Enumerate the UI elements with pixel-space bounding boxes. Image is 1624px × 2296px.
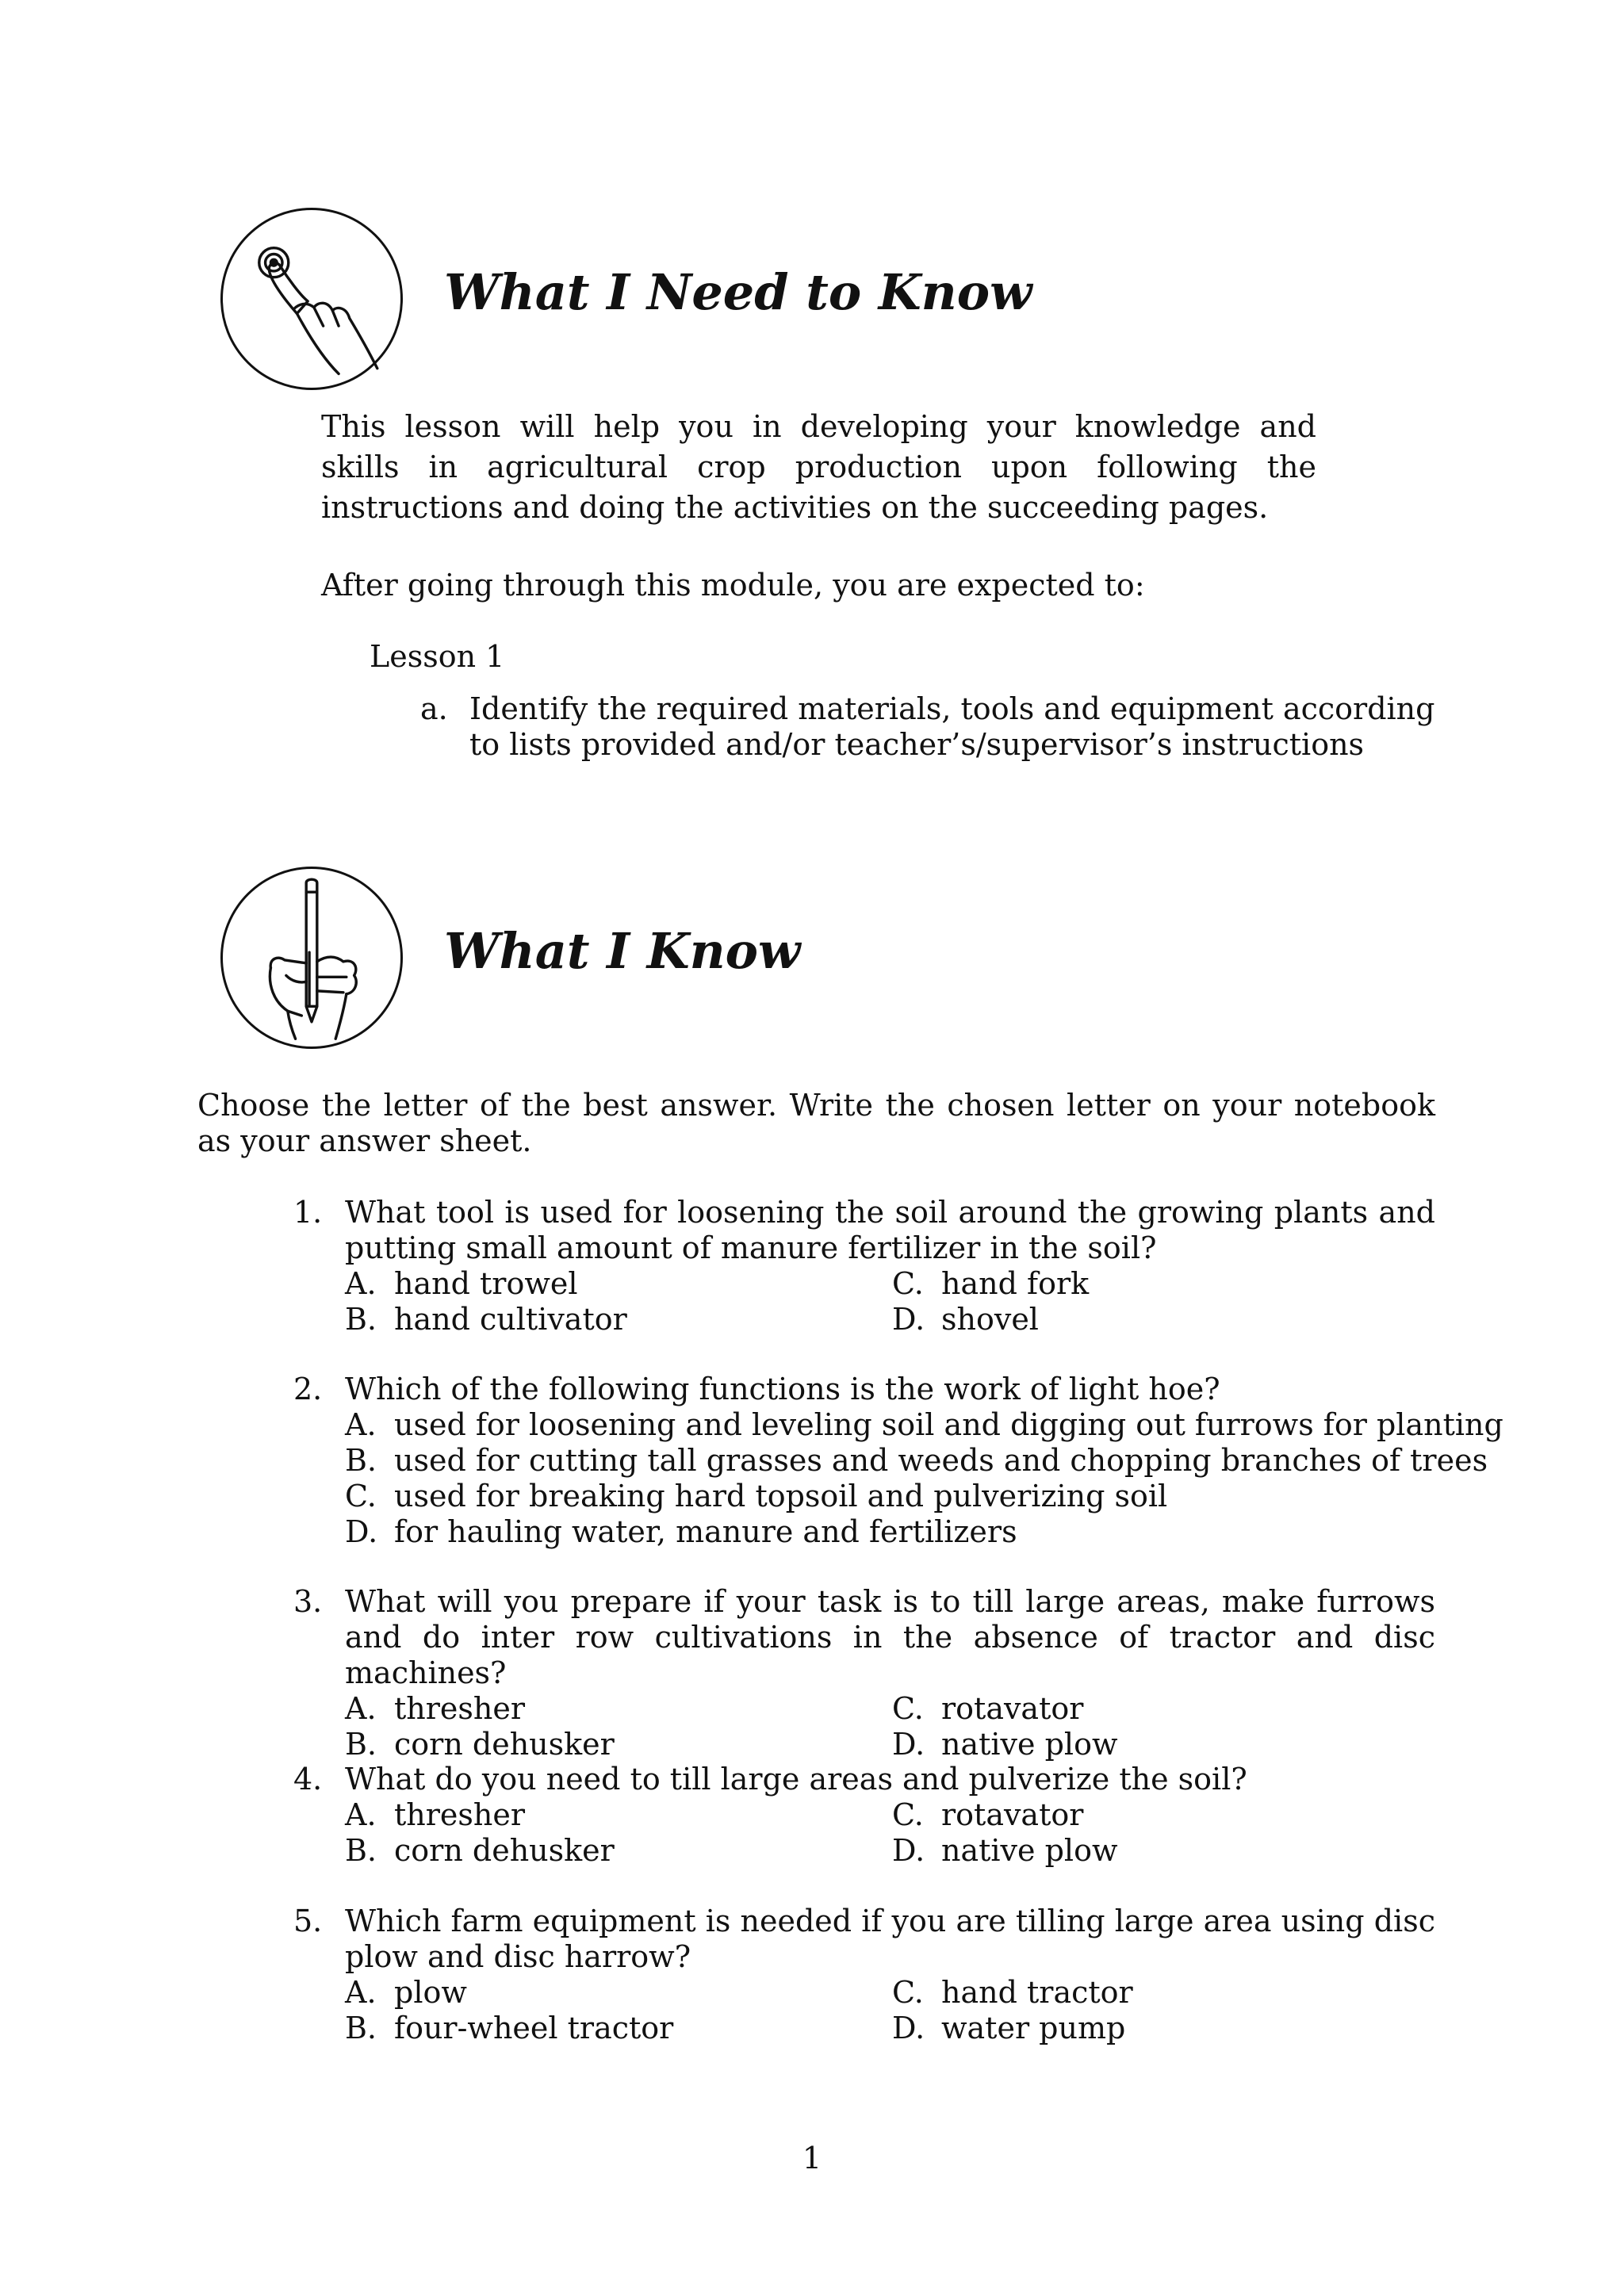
option-text: rotavator bbox=[941, 1691, 1084, 1726]
option-text: used for breaking hard topsoil and pulverizing soil bbox=[394, 1479, 1168, 1513]
answer-option[interactable] bbox=[892, 1833, 1435, 1869]
option-letter: B. bbox=[345, 1727, 377, 1762]
option-text: hand cultivator bbox=[394, 1302, 627, 1337]
option-letter: A. bbox=[345, 1975, 377, 2010]
option-letter: A. bbox=[345, 1407, 377, 1442]
option-text: corn dehusker bbox=[394, 1833, 615, 1868]
option-letter: D. bbox=[892, 1302, 925, 1337]
option-text: used for loosening and leveling soil and digging out furrows for planting bbox=[394, 1407, 1503, 1442]
option-text: corn dehusker bbox=[394, 1727, 615, 1762]
option-text: four-wheel tractor bbox=[394, 2011, 674, 2045]
answer-option[interactable] bbox=[345, 1975, 892, 2011]
option-letter: A. bbox=[345, 1266, 377, 1301]
option-text: hand trowel bbox=[394, 1266, 578, 1301]
question-1 bbox=[293, 1195, 1435, 1337]
answer-option[interactable] bbox=[892, 1727, 1435, 1762]
answer-option[interactable] bbox=[892, 1302, 1435, 1337]
answer-option[interactable] bbox=[345, 1479, 1503, 1514]
option-text: native plow bbox=[941, 1727, 1118, 1762]
intro-paragraph: This lesson will help you in developing your knowledge and skills in agricultural crop production upon following the instructions and doing the activities on the succeeding pages. bbox=[321, 409, 1316, 525]
option-letter: B. bbox=[345, 1302, 377, 1337]
option-letter: B. bbox=[345, 2011, 377, 2045]
option-letter: A. bbox=[345, 1797, 377, 1832]
answer-option[interactable] bbox=[345, 1443, 1503, 1479]
option-letter: D. bbox=[892, 1833, 925, 1868]
option-text: for hauling water, manure and fertilizers bbox=[394, 1514, 1017, 1549]
option-letter: C. bbox=[892, 1691, 924, 1726]
question-4 bbox=[293, 1762, 1435, 1869]
lesson-label: Lesson 1 bbox=[370, 639, 505, 674]
answer-option[interactable] bbox=[345, 1407, 1503, 1443]
question-number: 3. bbox=[293, 1584, 323, 1619]
option-text: rotavator bbox=[941, 1797, 1084, 1832]
answer-option[interactable] bbox=[345, 2011, 892, 2046]
section-title-what-i-need-to-know: What I Need to Know bbox=[444, 263, 1032, 321]
answer-option[interactable] bbox=[892, 1266, 1435, 1302]
answer-option[interactable] bbox=[892, 1975, 1435, 2011]
answer-option[interactable] bbox=[345, 1833, 892, 1869]
answer-option[interactable] bbox=[345, 1727, 892, 1762]
option-letter: A. bbox=[345, 1691, 377, 1726]
objective-item bbox=[420, 691, 1435, 763]
question-text: Which farm equipment is needed if you are tilling large area using disc plow and disc harrow? bbox=[345, 1904, 1435, 1974]
objective-marker: a. bbox=[420, 691, 448, 726]
answer-option[interactable] bbox=[345, 1302, 892, 1337]
answer-option[interactable] bbox=[345, 1266, 892, 1302]
answer-option[interactable] bbox=[892, 1691, 1435, 1727]
option-letter: C. bbox=[892, 1797, 924, 1832]
option-text: water pump bbox=[941, 2011, 1126, 2045]
option-text: plow bbox=[394, 1975, 467, 2010]
instructions-paragraph: Choose the letter of the best answer. Write the chosen letter on your notebook as your answer sheet. bbox=[197, 1088, 1435, 1158]
option-text: shovel bbox=[941, 1302, 1039, 1337]
question-number: 2. bbox=[293, 1372, 323, 1406]
answer-option[interactable] bbox=[345, 1691, 892, 1727]
expected-outcomes-text: After going through this module, you are expected to: bbox=[321, 568, 1145, 603]
question-5 bbox=[293, 1904, 1435, 2046]
option-text: native plow bbox=[941, 1833, 1118, 1868]
option-letter: D. bbox=[892, 2011, 925, 2045]
option-text: thresher bbox=[394, 1797, 526, 1832]
option-letter: C. bbox=[345, 1479, 377, 1513]
option-letter: D. bbox=[892, 1727, 925, 1762]
objective-text: Identify the required materials, tools and equipment according to lists provided and/or teacher’s/supervisor’s instructions bbox=[469, 691, 1435, 762]
option-letter: B. bbox=[345, 1833, 377, 1868]
question-text: What will you prepare if your task is to till large areas, make furrows and do inter row cultivations in the absence of tractor and disc machines? bbox=[345, 1584, 1435, 1690]
answer-option[interactable] bbox=[892, 2011, 1435, 2046]
hand-holding-pencil-icon bbox=[220, 867, 403, 1049]
question-2 bbox=[293, 1372, 1503, 1550]
section-title-what-i-know: What I Know bbox=[444, 922, 801, 980]
option-text: hand tractor bbox=[941, 1975, 1133, 2010]
question-number: 4. bbox=[293, 1762, 323, 1797]
pointing-hand-icon bbox=[220, 208, 403, 390]
question-text: What tool is used for loosening the soil around the growing plants and putting small amount of manure fertilizer in the soil? bbox=[345, 1195, 1435, 1265]
option-text: thresher bbox=[394, 1691, 526, 1726]
question-number: 1. bbox=[293, 1195, 323, 1230]
answer-option[interactable] bbox=[892, 1797, 1435, 1833]
option-letter: D. bbox=[345, 1514, 378, 1549]
question-text: What do you need to till large areas and pulverize the soil? bbox=[345, 1762, 1247, 1797]
option-text: hand fork bbox=[941, 1266, 1090, 1301]
question-3 bbox=[293, 1584, 1435, 1762]
answer-option[interactable] bbox=[345, 1797, 892, 1833]
option-letter: C. bbox=[892, 1975, 924, 2010]
page-number: 1 bbox=[802, 2141, 822, 2175]
option-letter: B. bbox=[345, 1443, 377, 1478]
question-text: Which of the following functions is the work of light hoe? bbox=[345, 1372, 1220, 1406]
option-letter: C. bbox=[892, 1266, 924, 1301]
option-text: used for cutting tall grasses and weeds and chopping branches of trees bbox=[394, 1443, 1488, 1478]
question-number: 5. bbox=[293, 1904, 323, 1938]
answer-option[interactable] bbox=[345, 1514, 1503, 1550]
